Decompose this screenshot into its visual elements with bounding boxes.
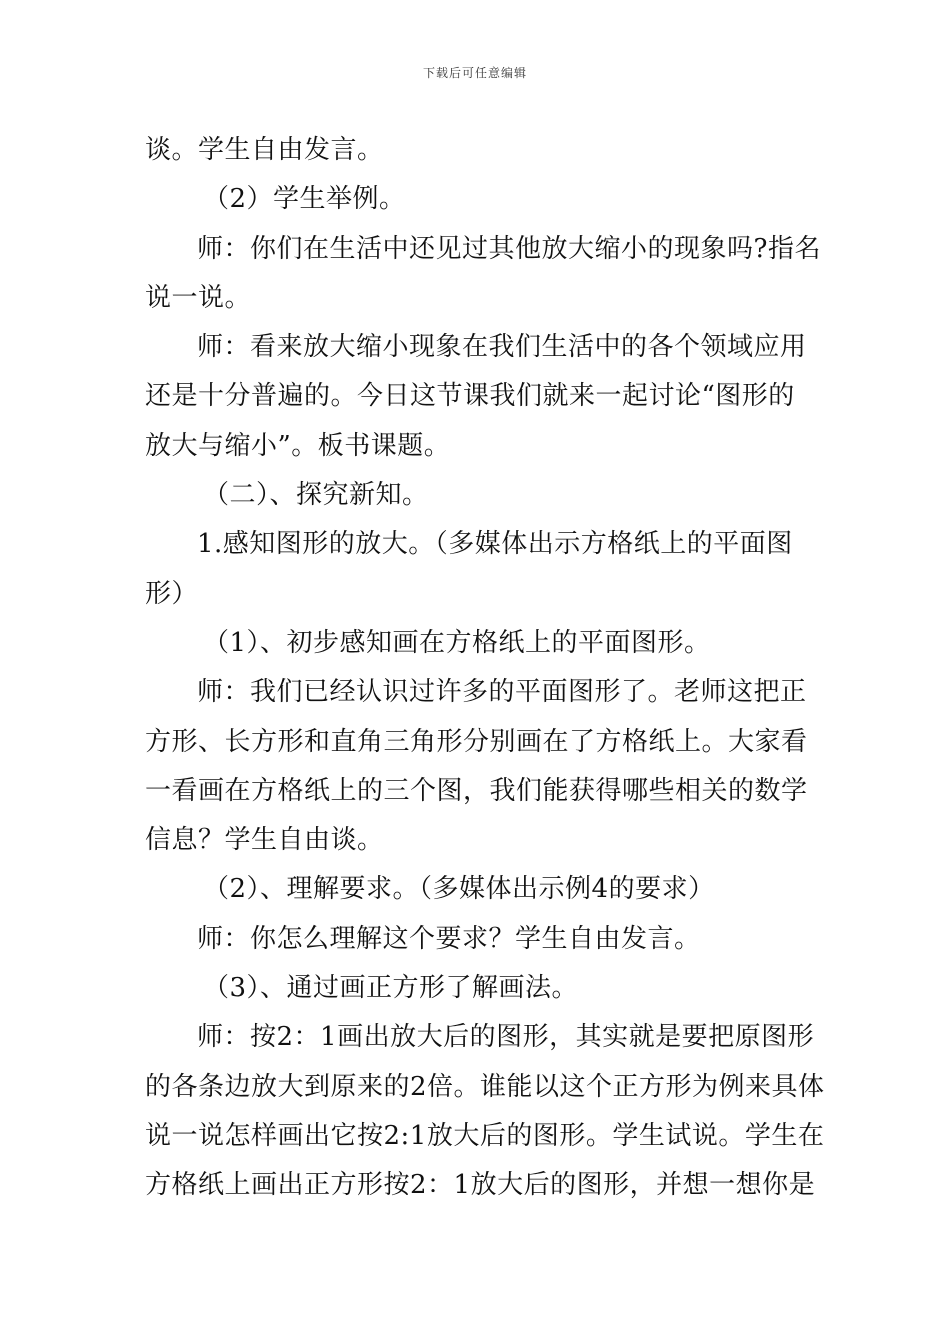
text-line: 方格纸上画出正方形按2：1放大后的图形，并想一想你是	[145, 1170, 816, 1201]
text-line: （二）、探究新知。	[203, 480, 429, 511]
text-line: 师：按2：1画出放大后的图形，其实就是要把原图形	[197, 1022, 815, 1053]
text-line: 的各条边放大到原来的2倍。谁能以这个正方形为例来具体	[145, 1071, 825, 1102]
text-line: 师：你们在生活中还见过其他放大缩小的现象吗?指名	[197, 233, 821, 264]
text-line: 师：我们已经认识过许多的平面图形了。老师这把正	[197, 677, 807, 708]
text-line: 1.感知图形的放大。（多媒体出示方格纸上的平面图	[197, 529, 793, 560]
document-body	[145, 126, 825, 1211]
text-line: 说一说怎样画出它按2:1放大后的图形。学生试说。学生在	[145, 1120, 825, 1151]
text-line: 方形、长方形和直角三角形分别画在了方格纸上。大家看	[145, 726, 808, 757]
text-line: 师：看来放大缩小现象在我们生活中的各个领域应用	[197, 332, 807, 363]
text-line: 谈。学生自由发言。	[145, 135, 384, 165]
text-line: （2）学生举例。	[203, 184, 406, 215]
text-line: 还是十分普遍的。今日这节课我们就来一起讨论“图形的	[145, 381, 795, 412]
text-line: 一看画在方格纸上的三个图，我们能获得哪些相关的数学	[145, 775, 808, 806]
text-line: 形）	[145, 578, 199, 609]
page-header: 下载后可任意编辑	[422, 66, 527, 80]
text-line: （2）、理解要求。（多媒体出示例4的要求）	[203, 874, 715, 905]
text-line: （1）、初步感知画在方格纸上的平面图形。	[203, 627, 711, 658]
text-line: 放大与缩小”。板书课题。	[145, 430, 451, 461]
text-line: （3）、通过画正方形了解画法。	[203, 973, 579, 1004]
text-line: 信息？学生自由谈。	[145, 825, 384, 856]
text-line: 师：你怎么理解这个要求？学生自由发言。	[197, 923, 701, 954]
text-line: 说一说。	[145, 282, 252, 313]
